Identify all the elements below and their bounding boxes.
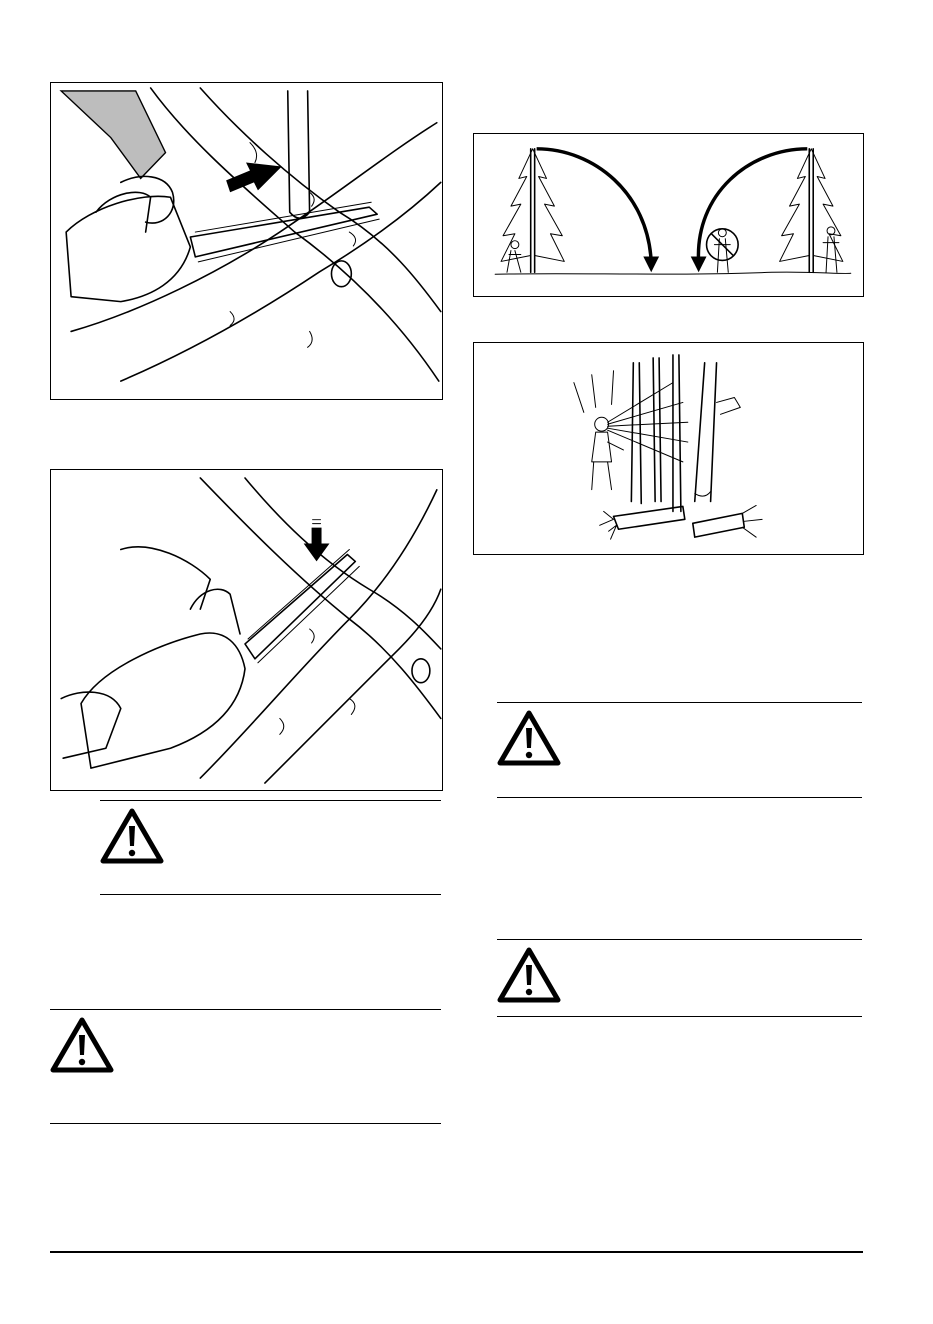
felling-danger-zone-illustration	[474, 134, 863, 296]
warning-triangle-icon	[497, 947, 561, 1003]
warning-triangle-icon	[100, 808, 164, 864]
warning-4-top-rule	[497, 939, 862, 940]
warning-4-bottom-rule	[497, 1016, 862, 1017]
figure-chainsaw-downward-cut	[50, 469, 443, 791]
warning-3-bottom-rule	[497, 797, 862, 798]
warning-triangle-icon	[497, 710, 561, 766]
warning-triangle-icon	[50, 1017, 114, 1073]
warning-1-top-rule	[100, 800, 441, 801]
chainsaw-push-cut-illustration	[51, 83, 442, 399]
chainsaw-downward-cut-illustration	[51, 470, 442, 790]
warning-1-bottom-rule	[100, 894, 441, 895]
figure-chainsaw-push-cut	[50, 82, 443, 400]
footer-rule	[50, 1251, 863, 1253]
figure-felling-danger-zone	[473, 133, 864, 297]
warning-3-top-rule	[497, 702, 862, 703]
dead-branches-overhead-illustration	[474, 343, 863, 554]
warning-2-bottom-rule	[50, 1123, 441, 1124]
figure-dead-branches-overhead	[473, 342, 864, 555]
warning-2-top-rule	[50, 1009, 441, 1010]
